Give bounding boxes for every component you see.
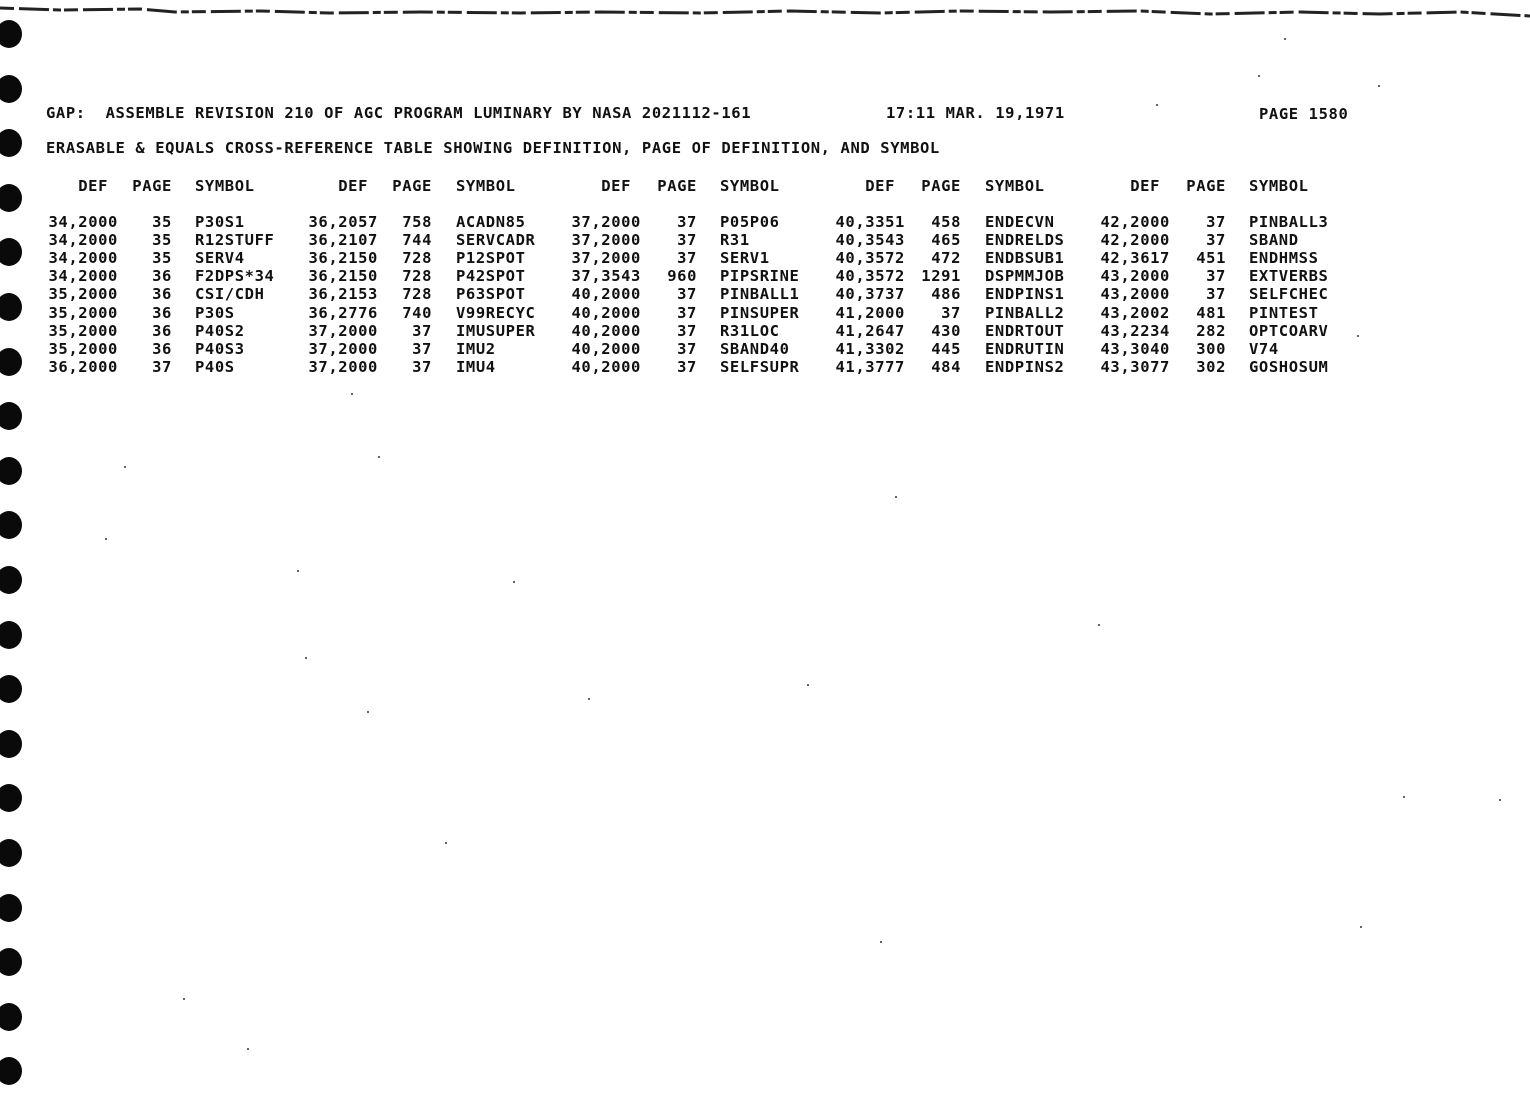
cell-symbol: PINBALL3 [1249,213,1329,231]
cell-symbol: GOSHOSUM [1249,357,1329,376]
feed-hole [0,238,22,266]
column-header-symbol: SYMBOL [195,177,255,195]
cell-symbol: P40S3 [195,339,245,358]
cell-def: 43,3040 [1100,339,1170,358]
cell-def: 40,3351 [835,213,905,231]
cell-page: 486 [931,285,961,304]
cell-def: 41,2000 [835,303,905,322]
cell-symbol: ACADN85 [456,213,526,231]
cell-symbol: R31LOC [720,321,780,340]
cell-symbol: PINTEST [1249,303,1319,322]
cell-page: 430 [931,321,961,340]
cell-symbol: ENDRTOUT [985,321,1065,340]
cell-symbol: P63SPOT [456,285,526,304]
cell-symbol: P30S1 [195,213,245,231]
scan-speck [1360,926,1362,928]
cell-def: 40,3572 [835,249,905,268]
cell-symbol: ENDRUTIN [985,339,1065,358]
column-header-page: PAGE [921,177,961,195]
cell-def: 43,2000 [1100,267,1170,286]
cell-def: 43,2000 [1100,285,1170,304]
cell-symbol: SERV1 [720,249,770,268]
cell-symbol: OPTCOARV [1249,321,1329,340]
cell-symbol: IMUSUPER [456,321,536,340]
scan-speck [588,698,590,700]
scan-speck [1403,796,1405,798]
cell-def: 37,2000 [571,249,641,268]
cell-def: 37,3543 [571,267,641,286]
column-header-def: DEF [865,177,895,195]
cell-symbol: P42SPOT [456,267,526,286]
cell-symbol: ENDHMSS [1249,249,1319,268]
feed-hole [0,675,22,703]
cell-def: 37,2000 [571,213,641,231]
feed-hole [0,511,22,539]
cell-def: 35,2000 [48,303,118,322]
cell-page: 37 [412,321,432,340]
cell-page: 302 [1196,357,1226,376]
cell-page: 481 [1196,303,1226,322]
cell-def: 36,2776 [308,303,378,322]
scan-speck [1378,85,1380,87]
cell-def: 34,2000 [48,231,118,250]
cell-symbol: ENDRELDS [985,231,1065,250]
cell-def: 35,2000 [48,339,118,358]
cell-page: 36 [152,303,172,322]
cell-page: 744 [402,231,432,250]
feed-hole [0,1057,22,1085]
cell-page: 37 [677,285,697,304]
scan-speck [305,657,307,659]
cell-def: 37,2000 [308,321,378,340]
scan-speck [513,581,515,583]
cell-page: 37 [677,231,697,250]
cell-symbol: DSPMMJOB [985,267,1065,286]
cell-def: 42,2000 [1100,213,1170,231]
cell-def: 43,3077 [1100,357,1170,376]
cell-def: 43,2002 [1100,303,1170,322]
cell-def: 36,2150 [308,267,378,286]
scan-speck [1156,104,1158,106]
cell-def: 43,2234 [1100,321,1170,340]
feed-hole [0,75,22,103]
cell-page: 282 [1196,321,1226,340]
cell-symbol: IMU4 [456,357,496,376]
scan-speck [1258,75,1260,77]
cell-page: 458 [931,213,961,231]
feed-hole [0,348,22,376]
cell-def: 40,3543 [835,231,905,250]
cell-page: 1291 [921,267,961,286]
cell-def: 41,2647 [835,321,905,340]
cell-symbol: IMU2 [456,339,496,358]
cell-page: 35 [152,249,172,268]
cell-symbol: ENDBSUB1 [985,249,1065,268]
cell-def: 37,2000 [308,339,378,358]
cell-def: 37,2000 [308,357,378,376]
cell-def: 36,2107 [308,231,378,250]
print-timestamp: 17:11 MAR. 19,1971 [886,104,1065,122]
table-caption: ERASABLE & EQUALS CROSS-REFERENCE TABLE SHOWING DEFINITION, PAGE OF DEFINITION, AND SYMBOL [46,139,940,157]
cell-def: 40,2000 [571,285,641,304]
cell-page: 37 [677,339,697,358]
cell-symbol: SBAND40 [720,339,790,358]
cell-page: 445 [931,339,961,358]
cell-def: 36,2057 [308,213,378,231]
feed-hole [0,566,22,594]
cell-page: 472 [931,249,961,268]
scan-speck [297,570,299,572]
feed-hole [0,293,22,321]
cell-page: 37 [677,321,697,340]
scan-speck [1499,799,1501,801]
scan-speck [895,496,897,498]
feed-hole [0,784,22,812]
column-header-def: DEF [1130,177,1160,195]
cell-symbol: P40S [195,357,235,376]
scan-speck [807,684,809,686]
cell-symbol: P30S [195,303,235,322]
cell-def: 34,2000 [48,213,118,231]
cell-page: 37 [1206,267,1226,286]
scan-speck [378,456,380,458]
feed-hole [0,1003,22,1031]
feed-hole [0,894,22,922]
cell-symbol: V74 [1249,339,1279,358]
column-header-def: DEF [601,177,631,195]
cell-page: 37 [1206,285,1226,304]
cell-symbol: ENDECVN [985,213,1055,231]
cell-symbol: SERV4 [195,249,245,268]
cell-symbol: R12STUFF [195,231,275,250]
cell-symbol: SBAND [1249,231,1299,250]
cell-page: 36 [152,339,172,358]
cell-symbol: ENDPINS2 [985,357,1065,376]
cell-page: 300 [1196,339,1226,358]
cell-page: 35 [152,231,172,250]
feed-hole [0,621,22,649]
cell-def: 40,2000 [571,303,641,322]
column-header-page: PAGE [392,177,432,195]
cell-symbol: CSI/CDH [195,285,265,304]
cell-symbol: SELFSUPR [720,357,800,376]
torn-paper-edge [0,0,1530,22]
cell-def: 40,3737 [835,285,905,304]
column-header-def: DEF [338,177,368,195]
feed-hole [0,948,22,976]
scan-speck [1284,38,1286,40]
column-header-symbol: SYMBOL [720,177,780,195]
cell-def: 42,2000 [1100,231,1170,250]
cell-page: 728 [402,249,432,268]
cell-def: 35,2000 [48,321,118,340]
cell-def: 36,2153 [308,285,378,304]
scan-speck [124,466,126,468]
cell-def: 40,2000 [571,357,641,376]
column-header-page: PAGE [657,177,697,195]
scan-speck [1098,624,1100,626]
scan-speck [105,538,107,540]
cell-symbol: F2DPS*34 [195,267,275,286]
cell-page: 960 [667,267,697,286]
cell-def: 34,2000 [48,249,118,268]
column-header-def: DEF [78,177,108,195]
cell-page: 740 [402,303,432,322]
cell-symbol: PINBALL1 [720,285,800,304]
feed-hole [0,184,22,212]
cell-def: 40,2000 [571,339,641,358]
cell-page: 37 [677,213,697,231]
feed-hole [0,457,22,485]
cell-def: 35,2000 [48,285,118,304]
cell-page: 728 [402,267,432,286]
scan-speck [351,393,353,395]
cell-page: 465 [931,231,961,250]
cell-symbol: PIPSRINE [720,267,800,286]
scan-speck [1357,335,1359,337]
page-number: PAGE 1580 [1259,105,1349,123]
column-header-symbol: SYMBOL [456,177,516,195]
cell-def: 40,2000 [571,321,641,340]
cell-symbol: SERVCADR [456,231,536,250]
cell-symbol: PINBALL2 [985,303,1065,322]
cell-page: 37 [412,357,432,376]
cell-page: 484 [931,357,961,376]
cell-page: 37 [412,339,432,358]
cell-symbol: R31 [720,231,750,250]
cell-symbol: PINSUPER [720,303,800,322]
cell-def: 36,2150 [308,249,378,268]
cell-page: 37 [1206,231,1226,250]
cell-symbol: P40S2 [195,321,245,340]
cell-page: 36 [152,285,172,304]
cell-def: 34,2000 [48,267,118,286]
feed-hole [0,839,22,867]
cell-page: 37 [941,303,961,322]
scan-speck [445,842,447,844]
scan-speck [880,941,882,943]
cell-symbol: SELFCHEC [1249,285,1329,304]
cell-symbol: EXTVERBS [1249,267,1329,286]
cell-symbol: P12SPOT [456,249,526,268]
scan-speck [183,998,185,1000]
feed-hole [0,129,22,157]
cell-def: 42,3617 [1100,249,1170,268]
cell-def: 36,2000 [48,357,118,376]
feed-hole [0,20,22,48]
cell-page: 758 [402,213,432,231]
column-header-page: PAGE [132,177,172,195]
cell-page: 37 [677,249,697,268]
scan-speck [247,1048,249,1050]
column-header-symbol: SYMBOL [985,177,1045,195]
feed-hole [0,730,22,758]
cell-page: 36 [152,321,172,340]
cell-symbol: ENDPINS1 [985,285,1065,304]
cell-page: 451 [1196,249,1226,268]
cell-def: 41,3302 [835,339,905,358]
cell-page: 35 [152,213,172,231]
cell-symbol: V99RECYC [456,303,536,322]
cell-page: 37 [152,357,172,376]
cell-page: 36 [152,267,172,286]
cell-page: 728 [402,285,432,304]
column-header-symbol: SYMBOL [1249,177,1309,195]
cell-page: 37 [677,303,697,322]
cell-symbol: P05P06 [720,213,780,231]
cell-def: 40,3572 [835,267,905,286]
cell-page: 37 [1206,213,1226,231]
cell-def: 41,3777 [835,357,905,376]
feed-hole [0,402,22,430]
print-title: GAP: ASSEMBLE REVISION 210 OF AGC PROGRAM LUMINARY BY NASA 2021112-161 [46,104,752,122]
column-header-page: PAGE [1186,177,1226,195]
scan-speck [367,711,369,713]
cell-page: 37 [677,357,697,376]
cell-def: 37,2000 [571,231,641,250]
